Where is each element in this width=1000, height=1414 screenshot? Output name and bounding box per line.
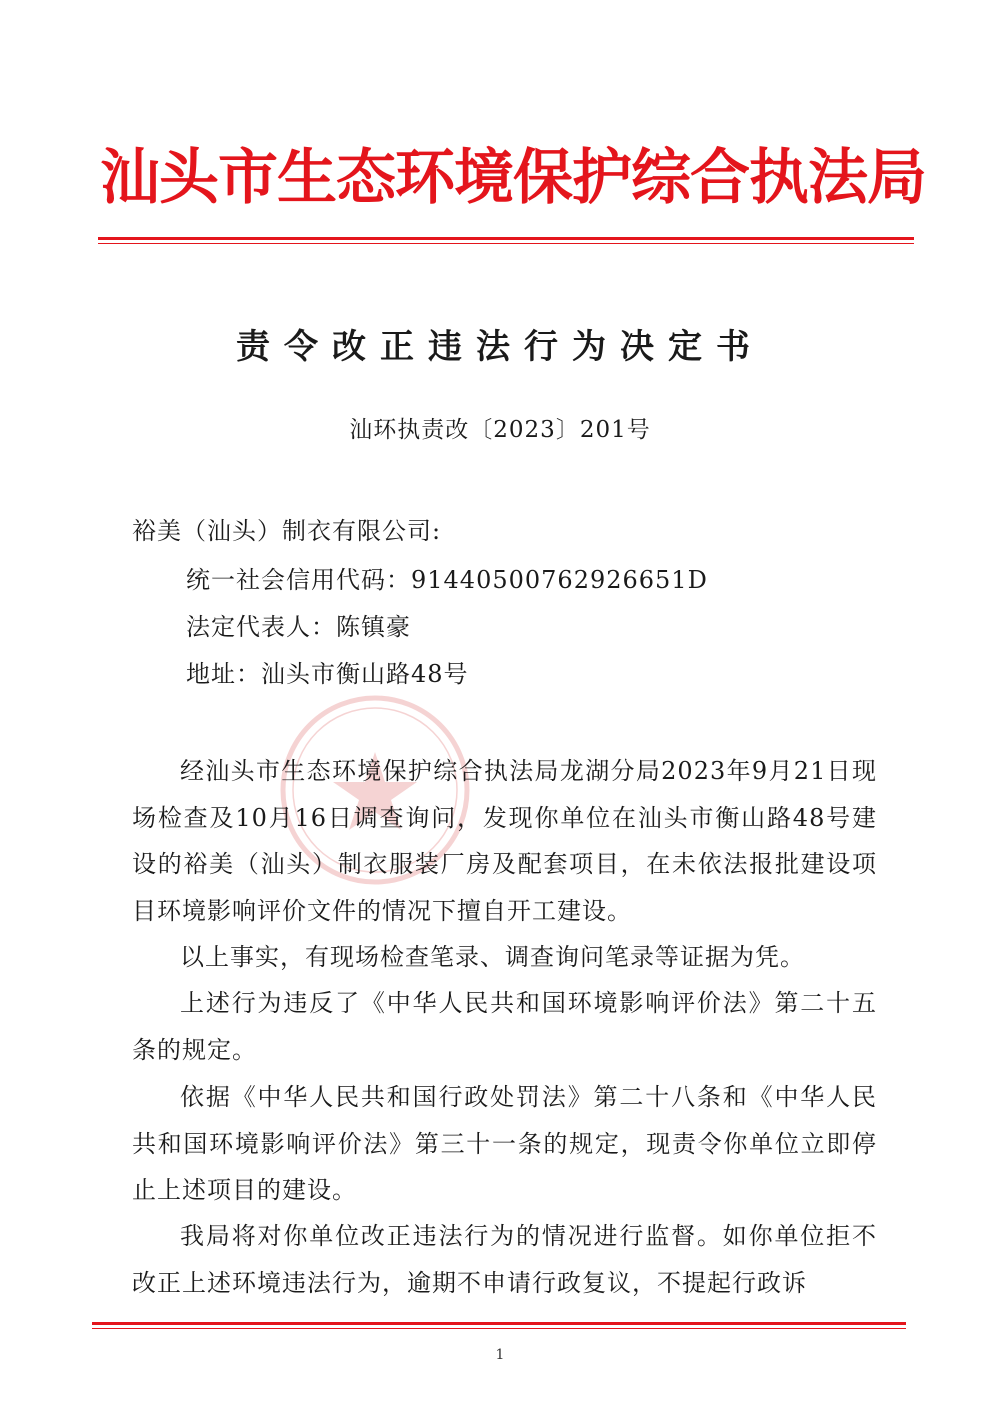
body-paragraph-supervision: 我局将对你单位改正违法行为的情况进行监督。如你单位拒不改正上述环境违法行为，逾期不申请行政复议，不提起行政诉: [132, 1222, 877, 1297]
letterhead-red-rule-thin: [98, 243, 914, 244]
document-title: 责令改正违法行为决定书: [236, 327, 764, 367]
recipient-legal-representative: 法定代表人：陈镇豪: [186, 613, 411, 641]
page-number: 1: [495, 1347, 505, 1363]
footer-red-rule-thick: [92, 1322, 906, 1325]
agency-letterhead: 汕头市生态环境保护综合执法局: [100, 143, 926, 213]
recipient-address: 地址：汕头市衡山路48号: [186, 660, 469, 688]
body-paragraph-violation: 上述行为违反了《中华人民共和国环境影响评价法》第二十五条的规定。: [132, 989, 877, 1064]
body-paragraph-facts: 经汕头市生态环境保护综合执法局龙湖分局2023年9月21日现场检查及10月16日调查询问，发现你单位在汕头市衡山路48号建设的裕美（汕头）制衣服装厂房及配套项目，在未依法报批建设项目环境影响评价文件的情况下擅自开工建设。: [132, 757, 877, 925]
recipient-credit-code: 统一社会信用代码：91440500762926651D: [186, 566, 708, 594]
body-paragraph-order: 依据《中华人民共和国行政处罚法》第二十八条和《中华人民共和国环境影响评价法》第三十一条的规定，现责令你单位立即停止上述项目的建设。: [132, 1083, 877, 1204]
body-paragraph-evidence: 以上事实，有现场检查笔录、调查询问笔录等证据为凭。: [180, 943, 805, 971]
recipient-name: 裕美（汕头）制衣有限公司:: [132, 517, 442, 545]
footer-red-rule-thin: [92, 1328, 906, 1329]
letterhead-red-rule-thick: [98, 237, 914, 240]
document-number: 汕环执责改〔2023〕201号: [349, 417, 651, 443]
